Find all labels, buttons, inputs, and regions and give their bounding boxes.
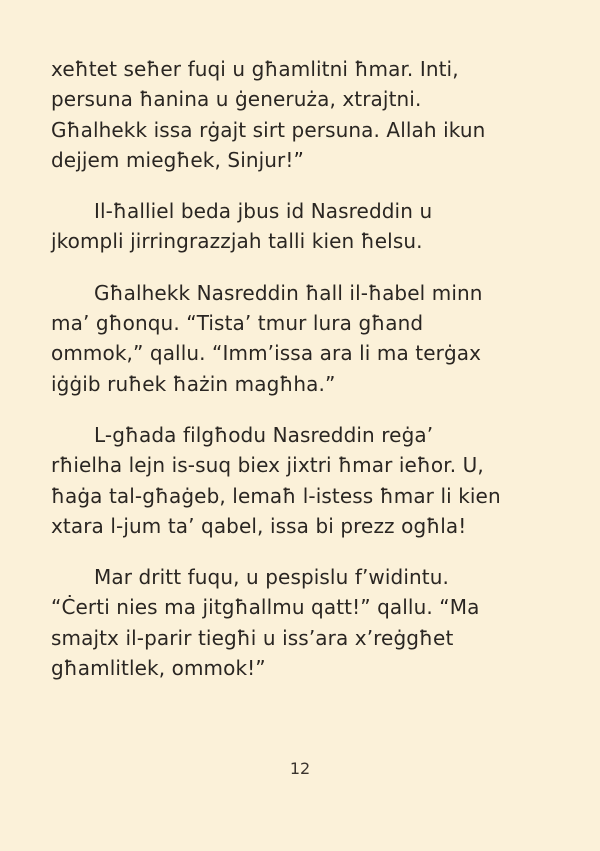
text-line: ħaġa tal-għaġeb, lemaħ l-istess ħmar li kien <box>51 483 501 508</box>
paragraph-2 <box>51 196 556 257</box>
text-line: smajtx il-parir tiegħi u iss’ara x’reġgħet <box>51 625 454 650</box>
text-line: Għalhekk issa rġajt sirt persuna. Allah ikun <box>51 117 486 142</box>
page-text <box>51 54 556 704</box>
text-line: “Ċerti nies ma jitgħallmu qatt!” qallu. “Ma <box>51 595 480 620</box>
paragraph-4 <box>51 420 556 541</box>
text-line: rħielha lejn is-suq biex jixtri ħmar ieħor. U, <box>51 453 484 478</box>
text-line: persuna ħanina u ġeneruża, xtrajtni. <box>51 87 422 112</box>
paragraph-3 <box>51 278 556 399</box>
page-number: 12 <box>289 759 311 778</box>
text-line: Għalhekk Nasreddin ħall il-ħabel minn <box>94 280 483 305</box>
text-line: xeħtet seħer fuqi u għamlitni ħmar. Inti, <box>51 57 459 81</box>
paragraph-5 <box>51 562 556 683</box>
text-line: jkompli jirringrazzjah talli kien ħelsu. <box>51 229 423 254</box>
paragraph-1 <box>51 54 556 175</box>
text-line: iġġib ruħek ħażin magħha.” <box>51 371 336 396</box>
text-line: Il-ħalliel beda jbus id Nasreddin u <box>94 199 433 224</box>
text-line: ommok,” qallu. “Imm’issa ara li ma terġax <box>51 341 482 366</box>
text-line: L-għada filgħodu Nasreddin reġa’ <box>94 422 434 447</box>
text-line: Mar dritt fuqu, u pespislu f’widintu. <box>94 565 449 590</box>
text-line: ma’ għonqu. “Tista’ tmur lura għand <box>51 311 424 336</box>
text-line: dejjem miegħek, Sinjur!” <box>51 147 304 172</box>
text-line: għamlitlek, ommok!” <box>51 656 266 681</box>
text-line: xtara l-jum ta’ qabel, issa bi prezz ogħla! <box>51 513 467 538</box>
